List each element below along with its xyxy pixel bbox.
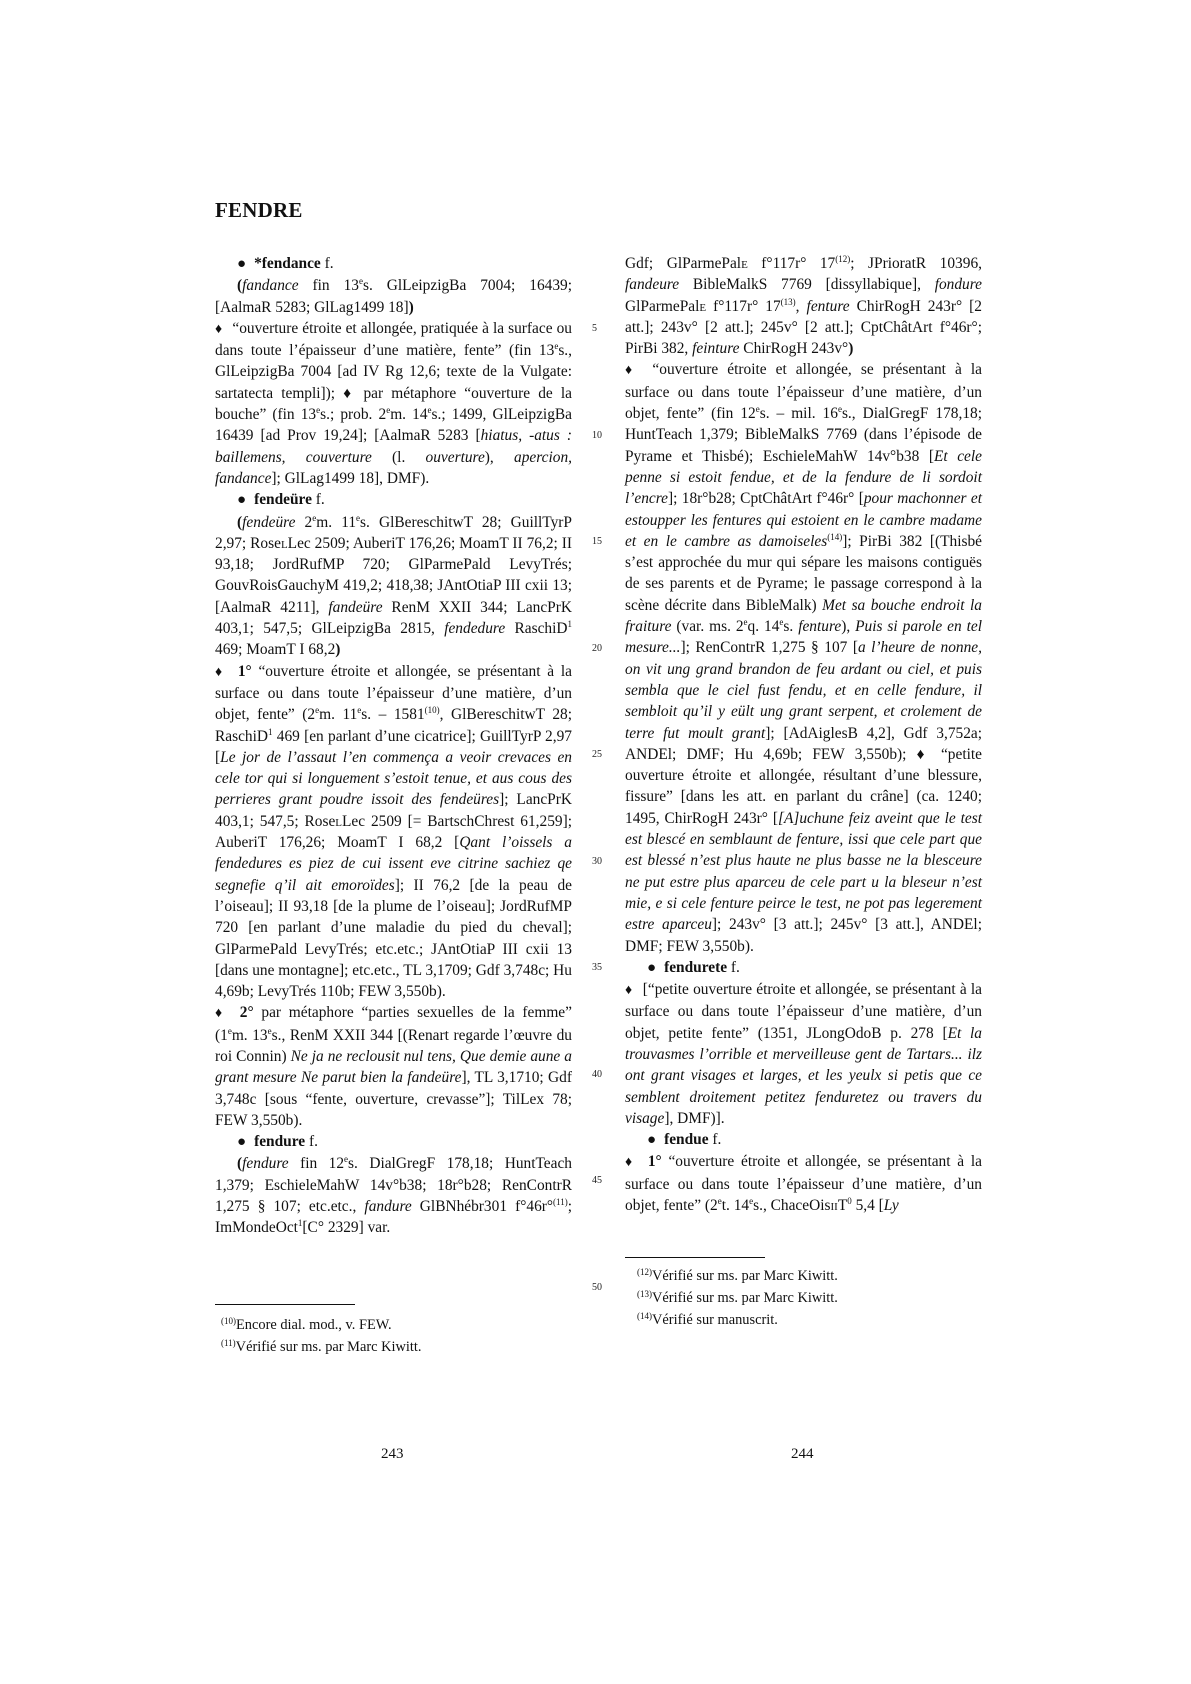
bullet-icon: ● xyxy=(647,959,657,976)
line-number: 25 xyxy=(592,749,602,760)
line-number: 15 xyxy=(592,536,602,547)
diamond-icon: ♦ xyxy=(215,664,226,680)
paragraph: (fendure fin 12es. DialGregF 178,18; HuntTeach 1,379; EschieleMahW 14v°b38; 18r°b28; RenContrR 1,275 § 107; etc.etc., fandure GlBNhébr301 f°46r°$^{(11)}$; ImMondeOct$^1$[C° 2329] var. xyxy=(215,1154,572,1237)
paragraph: ♦ “ouverture étroite et allongée, se présentant à la surface ou dans toute l’épaisseur d’une matière, d’un objet, fente” (fin 12es. – mil. 16es., DialGregF 178,18; HuntTeach 1,379; BibleMalkS 7769 (dans l’épisode de Pyrame et Thisbé); EschieleMahW 14v°b38 [Et cele penne si estoit fendue, et de la fendure de li sordoit l’encre]; 18r°b28; CptChâtArt f°46r° [pour machonner et estoupper les fentures qui estoient en le cambre madame et en le cambre as damoiseles$^{(14)}$]; PirBi 382 [(Thisbé s’est approchée du mur qui sépare les maisons contiguës de ses parents et de Pyrame; le passage correspond à la scène décrite dans BibleMalk) Met sa bouche endroit la fraiture (var. ms. 2eq. 14es. fenture), Puis si parole en tel mesure...]; RenContrR 1,275 § 107 [a l’heure de nonne, on vit ung grand brandon de feu ardant ou ciel, et puis sembla que le ciel fust fendu, et en celle fendure, il sembloit qu’il y eült ung grant serpent, et crolement de terre fut moult grant]; [AdAiglesB 4,2], Gdf 3,752a; ANDEl; DMF; Hu 4,69b; FEW 3,550b); ♦ “petite ouverture étroite et allongée, résultant d’une blessure, fissure” [dans les att. en parlant du crâne] (ca. 1240; 1495, ChirRogH 243r° [[A]uchune feiz aveint que le test est blescé en semblaunt de fenture, issi que cele part que est blessé n’est plus haute ne plus basse ne la blesceure ne put estre plus aparceu de cele part u la bleseur n’est mie, e si cele fenture peirce le test, ne pot pas legerement estre aparceu]; 243v° [3 att.]; 245v° [3 att.], ANDEl; DMF; FEW 3,550b). xyxy=(625,361,983,955)
footnote: $^{(14)}$Vérifié sur manuscrit. xyxy=(637,1311,778,1328)
right-column xyxy=(625,253,982,1216)
paragraph: Gdf; GlParmePale f°117r° 17$^{(12)}$; JPrioratR 10396, fandeure BibleMalkS 7769 [dissyllabique], fondure GlParmePale f°117r° 17$^{(13)}$, fenture ChirRogH 243r° [2 att.]; 243v° [2 att.]; 245v° [2 att.]; CptChâtArt f°46r°; PirBi 382, feinture ChirRogH 243v°) xyxy=(625,254,982,358)
paragraph: (fendeüre 2em. 11es. GlBereschitwT 28; GuillTyrP 2,97; RoselLec 2509; AuberiT 176,26; MoamT II 76,2; II 93,18; JordRufMP 720; GlParmePald LevyTrés; GouvRoisGauchyM 419,2; 418,38; JAntOtiaP III cxii 13; [AalmaR 4211], fandeüre RenM XXII 344; LancPrK 403,1; 547,5; GlLeipzigBa 2815, fendedure RaschiD$^1$ 469; MoamT I 68,2) xyxy=(215,512,572,659)
line-number: 10 xyxy=(592,430,602,441)
paragraph: ♦ 1° “ouverture étroite et allongée, se présentant à la surface ou dans toute l’épaisseur d’une matière, d’un objet, fente” (2em. 11es. – 1581$^{(10)}$, GlBereschitwT 28; RaschiD$^1$ 469 [en parlant d’une cicatrice]; GuillTyrP 2,97 [Le jor de l’assaut l’en commença a veoir crevaces en cele tor qui si longuement s’estoit tenue, et aus cous des perrieres grant poudre issoit des fendeüres]; LancPrK 403,1; 547,5; RoselLec 2509 [= BartschChrest 61,259]; AuberiT 176,26; MoamT I 68,2 [Qant l’oissels a fendedures es piez de cui issent eve citrine sachiez qe segnefie q’il ait emoroïdes]; II 76,2 [de la peau de l’oiseau]; II 93,18 [de la plume de l’oiseau]; JordRufMP 720 [en parlant d’une maladie du pied du cheval]; GlParmePald LevyTrés; etc.etc.; JAntOtiaP III cxii 13 [dans une montagne]; etc.etc., TL 3,1709; Gdf 3,748c; Hu 4,69b; LevyTrés 110b; FEW 3,550b). xyxy=(215,662,572,1001)
diamond-icon: ♦ xyxy=(215,1006,227,1022)
bullet-icon: ● xyxy=(237,1134,247,1151)
footnote: $^{(11)}$Vérifié sur ms. par Marc Kiwitt. xyxy=(221,1338,422,1355)
bullet-icon: ● xyxy=(237,256,247,272)
line-number: 30 xyxy=(592,856,602,867)
diamond-icon: ♦ xyxy=(625,983,633,999)
footnote-rule xyxy=(215,1304,355,1305)
entry-heading: ● fendeüre f. xyxy=(237,491,325,509)
diamond-icon: ♦ xyxy=(215,321,223,337)
page-title: FENDRE xyxy=(215,198,303,222)
diamond-icon: ♦ xyxy=(625,1155,636,1171)
paragraph: ♦ 2° par métaphore “parties sexuelles de la femme” (1em. 13es., RenM XXII 344 [(Renart regarde l’œuvre du roi Connin) Ne ja ne reclousit nul tens, Que demie aune a grant mesure Ne parut bien la fandeüre], TL 3,1710; Gdf 3,748c [sous “fente, ouverture, crevasse”]; TilLex 78; FEW 3,550b). xyxy=(215,1004,572,1129)
line-number: 45 xyxy=(592,1175,602,1186)
line-number: 20 xyxy=(592,643,602,654)
entry-heading: ● fendue f. xyxy=(647,1131,722,1149)
line-number: 5 xyxy=(592,323,597,334)
footnote: $^{(10)}$Encore dial. mod., v. FEW. xyxy=(221,1316,392,1333)
paragraph: (fandance fin 13es. GlLeipzigBa 7004; 16439; [AalmaR 5283; GlLag1499 18]) xyxy=(215,276,573,316)
page-number-left: 243 xyxy=(381,1446,404,1462)
line-number: 35 xyxy=(592,962,602,973)
line-number: 50 xyxy=(592,1282,602,1293)
footnote: $^{(13)}$Vérifié sur ms. par Marc Kiwitt. xyxy=(637,1289,838,1306)
left-column xyxy=(215,253,572,1239)
paragraph: ♦ “ouverture étroite et allongée, pratiquée à la surface ou dans toute l’épaisseur d’une matière, fente” (fin 13es., GlLeipzigBa 7004 [ad IV Rg 12,6; texte de la Vulgate: sartatecta templi]); ♦ par métaphore “ouverture de la bouche” (fin 13es.; prob. 2em. 14es.; 1499, GlLeipzigBa 16439 [ad Prov 19,24]; [AalmaR 5283 [hiatus, -atus : baillemens, couverture (l. ouverture), apercion, fandance]; GlLag1499 18], DMF). xyxy=(215,319,572,487)
entry-heading: ● fendurete f. xyxy=(647,958,740,976)
page-number-right: 244 xyxy=(791,1446,814,1462)
entry-heading: ● fendure f. xyxy=(237,1133,318,1151)
paragraph: ♦ [“petite ouverture étroite et allongée, se présentant à la surface ou dans toute l’épaisseur d’une matière, d’un objet, petite fente” (1351, JLongOdoB p. 278 [Et la trouvasmes l’orrible et merveilleuse gent de Tartars... ilz ont grant visages et larges, et les yeulx si petis que ce semblent droitement petitez fenduretez ou travers du visage], DMF)]. xyxy=(625,981,983,1127)
diamond-icon: ♦ xyxy=(625,363,638,379)
paragraph: ♦ 1° “ouverture étroite et allongée, se présentant à la surface ou dans toute l’épaisseur d’une matière, d’un objet, fente” (2et. 14es., ChaceOisiiT$^0$ 5,4 [Ly xyxy=(625,1153,982,1215)
line-number: 40 xyxy=(592,1069,602,1080)
entry-heading: ● *fendance f. xyxy=(237,255,334,272)
bullet-icon: ● xyxy=(647,1132,657,1149)
bullet-icon: ● xyxy=(237,492,247,509)
footnote: $^{(12)}$Vérifié sur ms. par Marc Kiwitt. xyxy=(637,1267,838,1284)
footnote-rule xyxy=(625,1257,765,1258)
